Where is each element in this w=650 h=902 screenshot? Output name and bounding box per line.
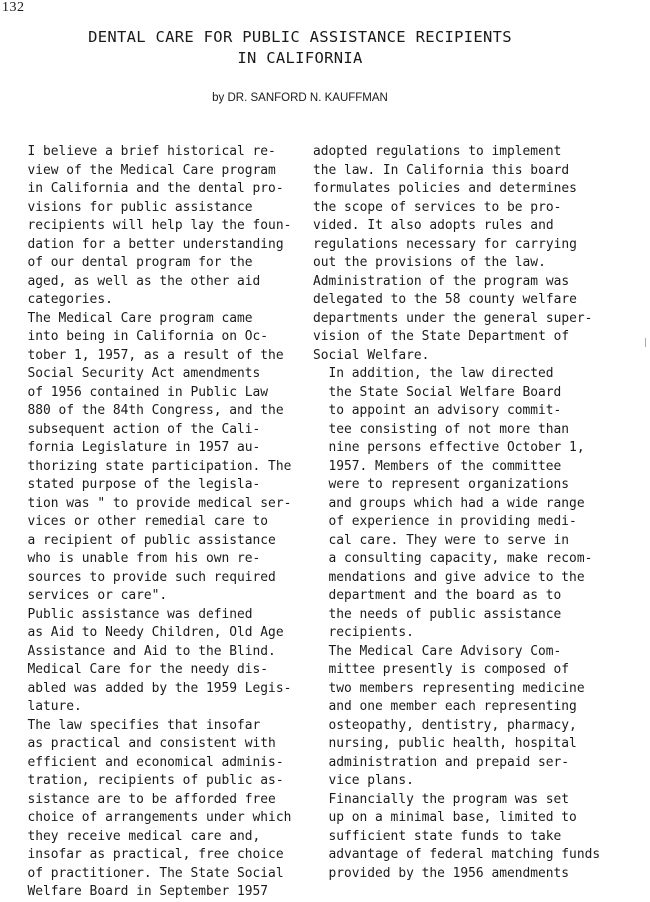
text-line: visions for public assistance	[27, 199, 253, 215]
text-line: vice plans.	[328, 773, 414, 788]
scan-artifact-mark	[645, 338, 646, 347]
text-line: sistance are to be afforded free	[27, 791, 276, 807]
text-line: a recipient of public assistance	[27, 532, 276, 548]
paragraph	[313, 791, 601, 884]
text-line: vices or other remedial care to	[27, 514, 269, 529]
text-line: The Medical Care Advisory Com-	[328, 643, 562, 659]
text-line: and groups which had a wide range	[328, 495, 585, 511]
paragraph	[313, 643, 585, 791]
text-line: the scope of services to be pro-	[313, 199, 562, 215]
author-byline: by DR. SANFORD N. KAUFFMAN	[212, 92, 388, 104]
text-line: The Medical Care program came	[27, 310, 253, 326]
text-line: in California and the dental pro-	[27, 181, 284, 196]
text-line: vision of the State Department of	[313, 329, 570, 344]
text-line: a consulting capacity, make recom-	[328, 551, 593, 566]
text-line: formulates policies and determines	[313, 181, 577, 196]
text-line: of 1956 contained in Public Law	[27, 384, 269, 400]
text-line: sources to provide such required	[27, 569, 276, 585]
page-number: 132	[2, 0, 25, 15]
text-line: department and the board as to	[328, 588, 562, 603]
text-line: who is unable from his own re-	[27, 551, 261, 566]
text-line: Welfare Board in September 1957	[27, 884, 269, 899]
text-line: thorizing state participation. The	[27, 458, 292, 474]
text-line: In addition, the law directed	[328, 366, 554, 381]
paragraph	[313, 143, 593, 365]
text-line: osteopathy, dentistry, pharmacy,	[328, 717, 577, 733]
text-line: nursing, public health, hospital	[328, 736, 577, 751]
text-line: adopted regulations to implement	[313, 144, 562, 159]
text-line: advantage of federal matching funds	[328, 847, 601, 862]
text-line: recipients.	[328, 625, 414, 640]
text-line: the State Social Welfare Board	[328, 384, 562, 400]
text-line: Assistance and Aid to the Blind.	[27, 643, 276, 659]
paragraph	[313, 365, 593, 643]
text-line: vided. It also adopts rules and	[313, 218, 554, 233]
text-line: efficient and economical adminis-	[27, 754, 284, 770]
text-line: as practical and consistent with	[27, 736, 276, 751]
paragraph	[12, 717, 292, 902]
text-line: stated purpose of the legisla-	[27, 477, 261, 492]
text-line: The law specifies that insofar	[27, 717, 261, 733]
text-line: the law. In California this board	[313, 162, 570, 178]
paragraph	[12, 143, 292, 310]
text-line: mittee presently is composed of	[328, 662, 570, 677]
text-line: the needs of public assistance	[328, 606, 562, 622]
text-line: Administration of the program was	[313, 273, 570, 289]
text-line: delegated to the 58 county welfare	[313, 292, 577, 307]
text-line: tion was " to provide medical ser-	[27, 495, 292, 511]
text-line: Medical Care for the needy dis-	[27, 662, 269, 677]
text-line: mendations and give advice to the	[328, 569, 585, 585]
text-line: services or care".	[27, 588, 168, 603]
text-line: categories.	[27, 292, 113, 307]
text-line: up on a minimal base, limited to	[328, 810, 577, 825]
text-line: into being in California on Oc-	[27, 329, 269, 344]
paragraph	[12, 310, 292, 606]
text-line: lature.	[27, 699, 82, 714]
text-line: tration, recipients of public as-	[27, 773, 284, 788]
text-line: view of the Medical Care program	[27, 162, 276, 178]
paragraph	[12, 606, 292, 717]
text-line: Social Security Act amendments	[27, 366, 261, 381]
text-line: nine persons effective October 1,	[328, 440, 585, 455]
text-line: aged, as well as the other aid	[27, 273, 261, 289]
text-line: were to represent organizations	[328, 477, 570, 492]
text-line: out the provisions of the law.	[313, 255, 546, 270]
article-title	[0, 27, 600, 69]
text-line: to appoint an advisory commit-	[328, 403, 562, 418]
text-line: they receive medical care and,	[27, 828, 261, 844]
title-line: DENTAL CARE FOR PUBLIC ASSISTANCE RECIPIENTS	[88, 28, 512, 46]
text-line: abled was added by the 1959 Legis-	[27, 680, 292, 696]
text-line: 880 of the 84th Congress, and the	[27, 403, 284, 418]
text-line: sufficient state funds to take	[328, 828, 562, 844]
text-line: two members representing medicine	[328, 680, 585, 696]
text-line: fornia Legislature in 1957 au-	[27, 440, 261, 455]
left-column	[12, 143, 292, 902]
text-line: and one member each representing	[328, 699, 577, 714]
text-line: provided by the 1956 amendments	[328, 865, 570, 881]
text-line: departments under the general super-	[313, 310, 593, 326]
text-line: as Aid to Needy Children, Old Age	[27, 625, 284, 640]
text-line: of our dental program for the	[27, 255, 253, 270]
text-line: I believe a brief historical re-	[27, 144, 276, 159]
text-line: 1957. Members of the committee	[328, 458, 562, 474]
text-line: tee consisting of not more than	[328, 421, 570, 437]
text-line: subsequent action of the Cali-	[27, 421, 261, 437]
text-line: tober 1, 1957, as a result of the	[27, 347, 284, 363]
right-column	[313, 143, 601, 883]
text-line: insofar as practical, free choice	[27, 847, 284, 862]
text-line: of practitioner. The State Social	[27, 865, 284, 881]
text-line: dation for a better understanding	[27, 236, 284, 252]
title-line: IN CALIFORNIA	[237, 49, 363, 67]
text-line: Public assistance was defined	[27, 606, 253, 622]
text-line: cal care. They were to serve in	[328, 532, 570, 548]
text-line: of experience in providing medi-	[328, 514, 577, 529]
text-line: recipients will help lay the foun-	[27, 218, 292, 233]
text-line: regulations necessary for carrying	[313, 236, 577, 252]
text-line: Social Welfare.	[313, 347, 430, 363]
text-line: choice of arrangements under which	[27, 810, 292, 825]
text-line: administration and prepaid ser-	[328, 754, 570, 770]
text-line: Financially the program was set	[328, 791, 570, 807]
